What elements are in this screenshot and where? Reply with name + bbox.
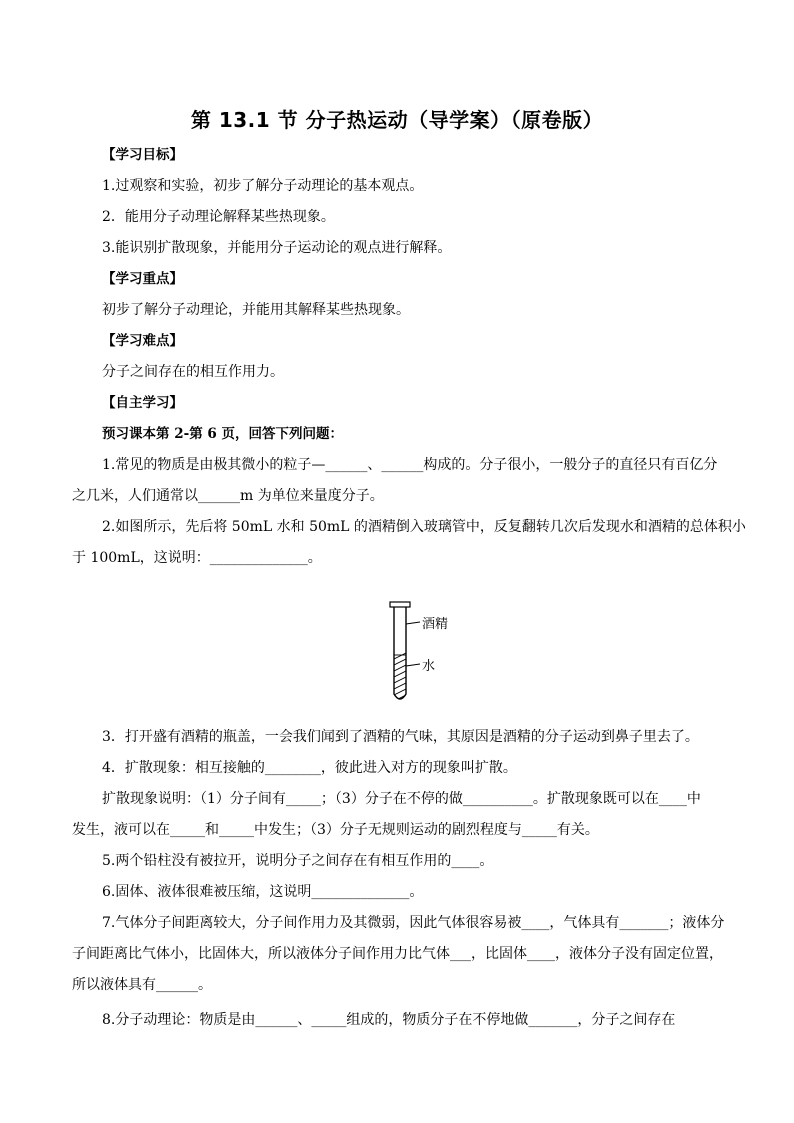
water-label: 水 (422, 659, 436, 674)
preview-instruction: 预习课本第 2-第 6 页，回答下列问题： (102, 426, 343, 442)
question-7-line: 7.气体分子间距离较大，分子间作用力及其微弱，因此气体很容易被____，气体具有_______；液体分 (102, 915, 725, 931)
question-8: 8.分子动理论：物质是由______、_____组成的，物质分子在不停地做_______，分子之间存在 (102, 1012, 676, 1028)
question-1-line: 1.常见的物质是由极其微小的粒子—______、______构成的。分子很小，一般分子的直径只有百亿分 (102, 457, 718, 473)
difficulty-heading: 【学习难点】 (102, 333, 183, 349)
question-2-line: 于 100mL，这说明：______________。 (72, 550, 322, 566)
question-7-line: 子间距离比气体小，比固体大，所以液体分子间作用力比气体___，比固体____，液体分子没有固定位置， (72, 946, 723, 962)
test-tube-figure (384, 600, 464, 705)
question-3: 3．打开盛有酒精的瓶盖，一会我们闻到了酒精的气味，其原因是酒精的分子运动到鼻子里去了。 (102, 729, 699, 745)
learning-goals-heading: 【学习目标】 (102, 147, 183, 163)
alcohol-label: 酒精 (422, 617, 449, 632)
goal-item: 2．能用分子动理论解释某些热现象。 (102, 209, 335, 225)
question-4: 4．扩散现象：相互接触的________，彼此进入对方的现象叫扩散。 (102, 760, 517, 776)
question-5: 5.两个铅柱没有被拉开，说明分子之间存在有相互作用的____。 (102, 853, 494, 869)
difficulty-text: 分子之间存在的相互作用力。 (102, 364, 284, 380)
key-points-heading: 【学习重点】 (102, 271, 183, 287)
page-title: 第 13.1 节 分子热运动（导学案）（原卷版） (190, 108, 604, 132)
self-study-heading: 【自主学习】 (102, 395, 183, 411)
question-2-line: 2.如图所示，先后将 50mL 水和 50mL 的酒精倒入玻璃管中，反复翻转几次后发现水和酒精的总体积小 (102, 519, 746, 535)
goal-item: 1.过观察和实验，初步了解分子动理论的基本观点。 (102, 178, 424, 194)
question-7-line: 所以液体具有______。 (72, 977, 212, 993)
question-6: 6.固体、液体很难被压缩，这说明______________。 (102, 884, 424, 900)
question-4-note-line: 发生，液可以在_____和_____中发生；（3）分子无规则运动的剧烈程度与_____有关。 (72, 822, 599, 838)
key-points-text: 初步了解分子动理论，并能用其解释某些热现象。 (102, 302, 410, 318)
question-4-note-line: 扩散现象说明：（1）分子间有_____；（3）分子在不停的做__________。扩散现象既可以在____中 (102, 791, 701, 807)
question-1-line: 之几米，人们通常以______m 为单位来量度分子。 (72, 488, 384, 504)
goal-item: 3.能识别扩散现象，并能用分子运动论的观点进行解释。 (102, 240, 452, 256)
